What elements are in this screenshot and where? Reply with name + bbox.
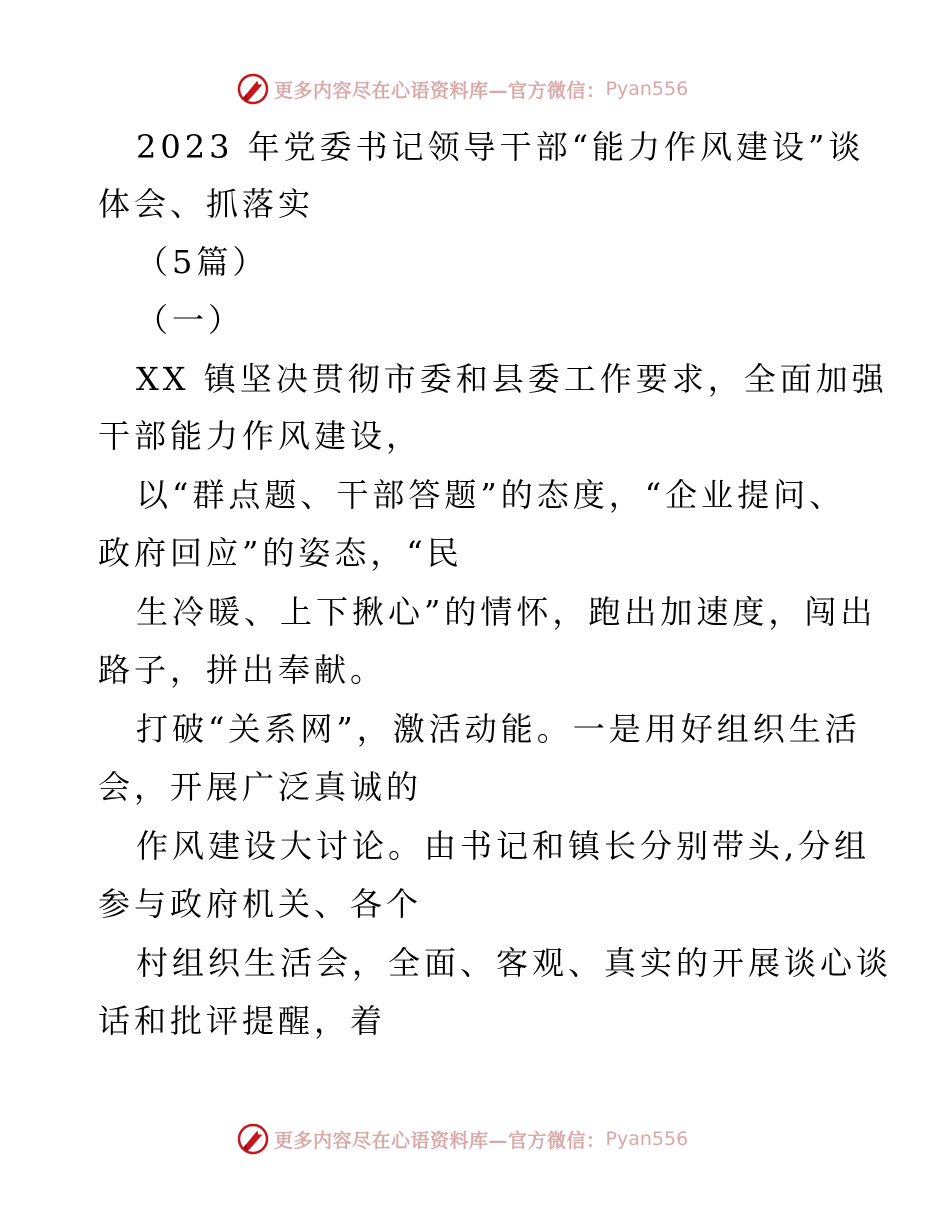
paragraph-line: 以“群点题、干部答题”的态度，“企业提问、 <box>136 476 846 514</box>
paragraph-line: 政府回应”的姿态，“民 <box>98 534 463 572</box>
paragraph-line: 生冷暖、上下揪心”的情怀，跑出加速度，闯出 <box>136 593 877 631</box>
document-title-line: 体会、抓落实 <box>98 185 315 223</box>
banner-wechat-id: Pyan556 <box>605 78 689 100</box>
paragraph-line: 话和批评提醒，着 <box>98 1002 387 1040</box>
section-heading: （一） <box>136 301 245 339</box>
paragraph-line: 会，开展广泛真诚的 <box>98 768 423 806</box>
document-subtitle: （5篇） <box>136 243 269 281</box>
paragraph-line: 路子，拼出奉献。 <box>98 651 387 689</box>
banner-wechat-id: Pyan556 <box>605 1128 689 1150</box>
paragraph-line: XX 镇坚决贯彻市委和县委工作要求，全面加强 <box>136 360 888 398</box>
pen-nib-logo-icon <box>236 1122 270 1156</box>
document-title-line: 2023 年党委书记领导干部“能力作风建设”谈 <box>136 128 865 166</box>
footer-banner <box>0 1120 950 1160</box>
paragraph-line: 村组织生活会，全面、客观、真实的开展谈心谈 <box>136 944 893 982</box>
banner-text: 更多内容尽在心语资料库—官方微信： <box>274 79 606 102</box>
banner-text: 更多内容尽在心语资料库—官方微信： <box>274 1129 606 1152</box>
paragraph-line: 打破“关系网”，激活动能。一是用好组织生活 <box>136 710 861 748</box>
header-banner <box>0 70 950 110</box>
pen-nib-logo-icon <box>236 72 270 106</box>
paragraph-line: 干部能力作风建设， <box>98 417 423 455</box>
paragraph-line: 参与政府机关、各个 <box>98 885 423 923</box>
paragraph-line: 作风建设大讨论。由书记和镇长分别带头,分组 <box>136 827 871 865</box>
